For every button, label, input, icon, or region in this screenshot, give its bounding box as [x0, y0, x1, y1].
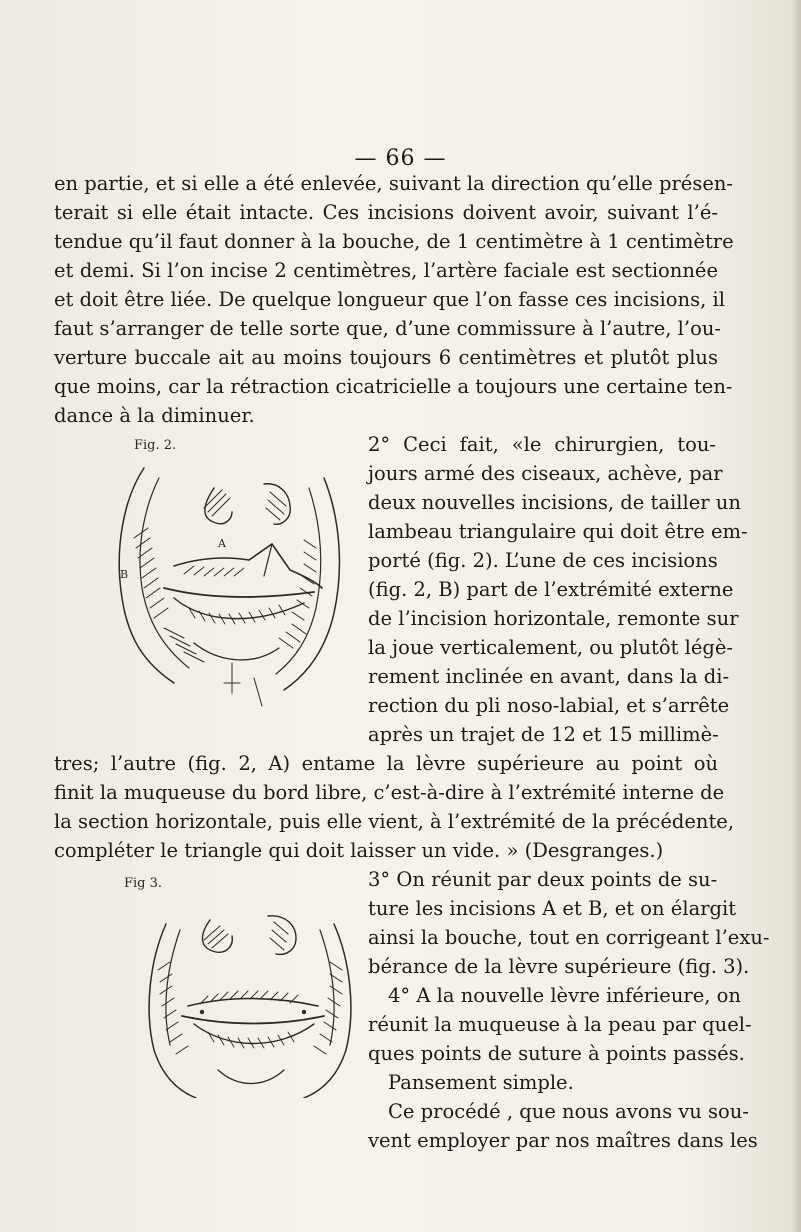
text-line: Ce procédé , que nous avons vu sou-	[388, 1100, 749, 1123]
text-line: lambeau triangulaire qui doit être em-	[368, 520, 748, 543]
text-line: porté (fig. 2). L’une de ces incisions	[368, 549, 718, 572]
text-line: ainsi la bouche, tout en corrigeant l’exu-	[368, 926, 770, 949]
text-line: et demi. Si l’on incise 2 centimètres, l’artère faciale est sectionnée	[54, 259, 718, 282]
text-line: terait si elle était intacte. Ces incisions doivent avoir, suivant l’é-	[54, 201, 718, 224]
text-line: faut s’arranger de telle sorte que, d’une commissure à l’autre, l’ou-	[54, 317, 721, 340]
text-line: dance à la diminuer.	[54, 404, 255, 427]
page-number: — 66 —	[354, 146, 447, 171]
text-line: (fig. 2, B) part de l’extrémité externe	[368, 578, 734, 601]
text-line: vent employer par nos maîtres dans les	[368, 1129, 758, 1152]
figure-2-marker-a: A	[218, 537, 226, 550]
text-line: en partie, et si elle a été enlevée, suivant la direction qu’elle présen-	[54, 172, 734, 195]
text-line: 3° On réunit par deux points de su-	[368, 868, 718, 891]
text-line: 2° Ceci fait, «le chirurgien, tou-	[368, 433, 716, 456]
text-line: réunit la muqueuse à la peau par quel-	[368, 1013, 752, 1036]
text-line: la section horizontale, puis elle vient, à l’extrémité de la précédente,	[54, 810, 735, 833]
text-line: ques points de suture à points passés.	[368, 1042, 745, 1065]
text-line: rement inclinée en avant, dans la di-	[368, 665, 730, 688]
text-line: après un trajet de 12 et 15 millimè-	[368, 723, 719, 746]
text-line: bérance de la lèvre supérieure (fig. 3).	[368, 955, 750, 978]
text-line: la joue verticalement, ou plutôt légè-	[368, 636, 734, 659]
figure-3-caption: Fig 3.	[124, 876, 163, 891]
text-line: jours armé des ciseaux, achève, par	[368, 462, 723, 485]
text-line: ture les incisions A et B, et on élargit	[368, 897, 737, 920]
figure-2-illustration	[104, 448, 360, 714]
figure-2-face-drawing	[104, 448, 360, 710]
text-line: compléter le triangle qui doit laisser un vide. » (Desgranges.)	[54, 839, 664, 862]
text-line: 4° A la nouvelle lèvre inférieure, on	[388, 984, 741, 1007]
figure-3-face-drawing	[138, 900, 360, 1098]
text-line: finit la muqueuse du bord libre, c’est-à-dire à l’extrémité interne de	[54, 781, 725, 804]
figure-3-illustration	[138, 900, 360, 1102]
text-line: deux nouvelles incisions, de tailler un	[368, 491, 741, 514]
page-edge-shadow	[791, 0, 801, 1232]
text-line: rection du pli noso-labial, et s’arrête	[368, 694, 730, 717]
text-line: tendue qu’il faut donner à la bouche, de 1 centimètre à 1 centimètre	[54, 230, 734, 253]
figure-2-marker-b: B	[120, 568, 129, 581]
text-line: que moins, car la rétraction cicatricielle a toujours une certaine ten-	[54, 375, 733, 398]
figure-2-caption: Fig. 2.	[134, 438, 177, 453]
text-line: Pansement simple.	[388, 1071, 574, 1094]
text-line: et doit être liée. De quelque longueur que l’on fasse ces incisions, il	[54, 288, 725, 311]
text-line: verture buccale ait au moins toujours 6 centimètres et plutôt plus	[54, 346, 718, 369]
text-line: tres; l’autre (fig. 2, A) entame la lèvre supérieure au point où	[54, 752, 718, 775]
text-line: de l’incision horizontale, remonte sur	[368, 607, 739, 630]
